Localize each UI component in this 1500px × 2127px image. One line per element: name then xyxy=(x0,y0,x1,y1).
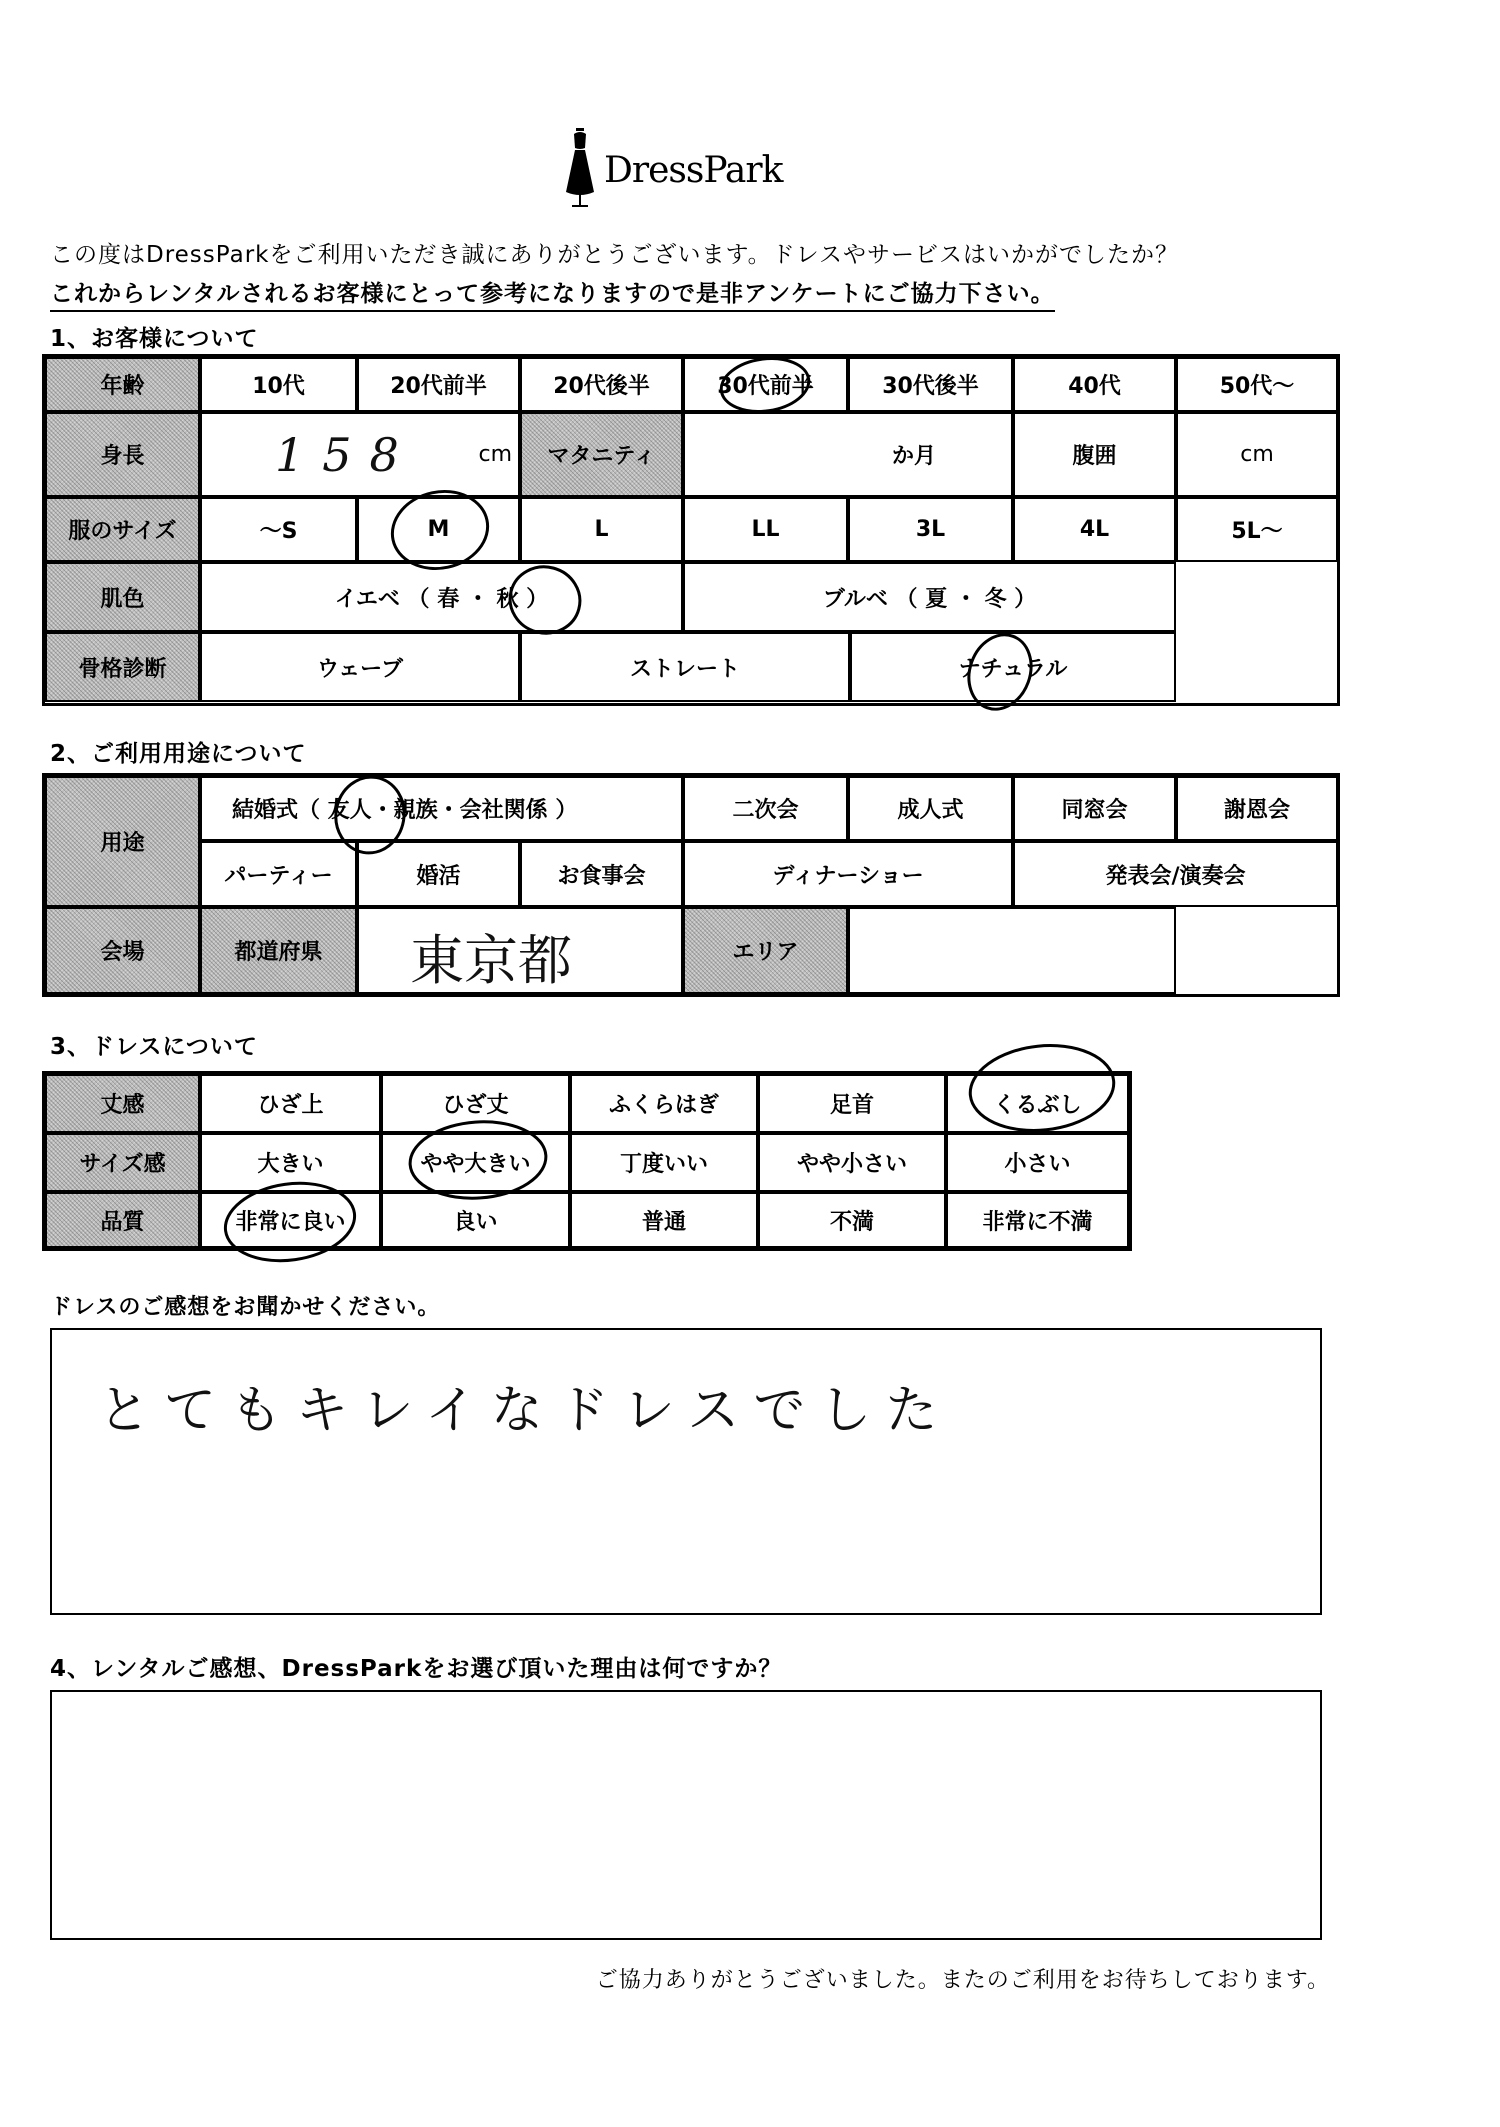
body-type-option-selected[interactable]: ナチュラル xyxy=(850,632,1176,702)
fit-label: サイズ感 xyxy=(45,1133,200,1192)
age-option[interactable]: 50代〜 xyxy=(1176,357,1338,412)
intro-request: これからレンタルされるお客様にとって参考になりますので是非アンケートにご協力下さい。 xyxy=(50,275,1055,312)
fit-option[interactable]: 小さい xyxy=(946,1133,1129,1192)
brand-name: DressPark xyxy=(604,150,783,191)
fit-option[interactable]: やや小さい xyxy=(758,1133,946,1192)
purpose-option[interactable]: ディナーショー xyxy=(683,841,1013,907)
size-option[interactable]: 〜S xyxy=(200,497,357,562)
height-label: 身長 xyxy=(45,412,200,497)
body-type-option[interactable]: ストレート xyxy=(520,632,850,702)
size-option[interactable]: LL xyxy=(683,497,848,562)
length-option-selected[interactable]: くるぶし xyxy=(946,1074,1129,1133)
length-option[interactable]: ひざ丈 xyxy=(381,1074,570,1133)
skin-blue-option[interactable]: ブルベ （ 夏 ・ 冬 ） xyxy=(683,562,1176,632)
section1-title: 1、お客様について xyxy=(50,326,259,352)
dress-comment-text: とてもキレイなドレスでした xyxy=(98,1381,952,1441)
body-type-option[interactable]: ウェーブ xyxy=(200,632,520,702)
intro-text: この度はDressParkをご利用いただき誠にありがとうございます。ドレスやサービスはいかがでしたか？ xyxy=(50,242,1179,268)
venue-label: 会場 xyxy=(45,907,200,994)
height-unit: cm xyxy=(478,442,512,467)
age-option[interactable]: 30代後半 xyxy=(848,357,1013,412)
waist-field[interactable]: cm xyxy=(1176,412,1338,497)
fit-option[interactable]: 丁度いい xyxy=(570,1133,758,1192)
length-option[interactable]: ふくらはぎ xyxy=(570,1074,758,1133)
purpose-option[interactable]: 謝恩会 xyxy=(1176,776,1338,841)
purpose-option[interactable]: 発表会/演奏会 xyxy=(1013,841,1338,907)
purpose-option[interactable]: お食事会 xyxy=(520,841,683,907)
quality-option[interactable]: 普通 xyxy=(570,1192,758,1248)
section3-title: 3、ドレスについて xyxy=(50,1034,258,1060)
skin-yellow-option[interactable]: イエベ （ 春 ・ 秋 ） xyxy=(200,562,683,632)
purpose-option[interactable]: 成人式 xyxy=(848,776,1013,841)
purpose-option[interactable]: 同窓会 xyxy=(1013,776,1176,841)
fit-option[interactable]: 大きい xyxy=(200,1133,381,1192)
height-value: 158 xyxy=(275,428,417,482)
quality-option[interactable]: 非常に不満 xyxy=(946,1192,1129,1248)
length-option[interactable]: ひざ上 xyxy=(200,1074,381,1133)
quality-label: 品質 xyxy=(45,1192,200,1248)
purpose-label: 用途 xyxy=(45,776,200,907)
area-label: エリア xyxy=(683,907,848,994)
length-option[interactable]: 足首 xyxy=(758,1074,946,1133)
section4-title: 4、レンタルご感想、DressParkをお選び頂いた理由は何ですか？ xyxy=(50,1656,783,1682)
size-option[interactable]: 3L xyxy=(848,497,1013,562)
age-option[interactable]: 40代 xyxy=(1013,357,1176,412)
age-option[interactable]: 20代前半 xyxy=(357,357,520,412)
purpose-option[interactable]: 婚活 xyxy=(357,841,520,907)
prefecture-label: 都道府県 xyxy=(200,907,357,994)
reason-box[interactable] xyxy=(50,1690,1322,1940)
length-label: 丈感 xyxy=(45,1074,200,1133)
maternity-label: マタニティ xyxy=(520,412,683,497)
quality-option[interactable]: 良い xyxy=(381,1192,570,1248)
purpose-option[interactable]: 二次会 xyxy=(683,776,848,841)
age-option[interactable]: 20代後半 xyxy=(520,357,683,412)
skin-label: 肌色 xyxy=(45,562,200,632)
section2-title: 2、ご利用用途について xyxy=(50,741,307,767)
age-label: 年齢 xyxy=(45,357,200,412)
purpose-option[interactable]: パーティー xyxy=(200,841,357,907)
months-unit: か月 xyxy=(891,444,936,469)
prefecture-value: 東京都 xyxy=(410,929,572,992)
dress-icon xyxy=(560,128,600,208)
footer-thanks: ご協力ありがとうございました。またのご利用をお待ちしております。 xyxy=(595,1968,1330,1993)
dress-comment-prompt: ドレスのご感想をお聞かせください。 xyxy=(50,1295,441,1320)
purpose-wedding[interactable]: 結婚式（ 友人・親族・会社関係 ） xyxy=(200,776,683,841)
quality-option[interactable]: 不満 xyxy=(758,1192,946,1248)
brand-logo xyxy=(560,128,820,208)
age-option-selected[interactable]: 30代前半 xyxy=(683,357,848,412)
fit-option-selected[interactable]: やや大きい xyxy=(381,1133,570,1192)
area-field[interactable] xyxy=(848,907,1176,994)
size-option[interactable]: L xyxy=(520,497,683,562)
age-option[interactable]: 10代 xyxy=(200,357,357,412)
size-option[interactable]: 5L〜 xyxy=(1176,497,1338,562)
size-option-selected[interactable]: M xyxy=(357,497,520,562)
quality-option-selected[interactable]: 非常に良い xyxy=(200,1192,381,1248)
size-label: 服のサイズ xyxy=(45,497,200,562)
size-option[interactable]: 4L xyxy=(1013,497,1176,562)
waist-label: 腹囲 xyxy=(1013,412,1176,497)
body-type-label: 骨格診断 xyxy=(45,632,200,702)
maternity-months-field[interactable] xyxy=(683,412,1013,497)
